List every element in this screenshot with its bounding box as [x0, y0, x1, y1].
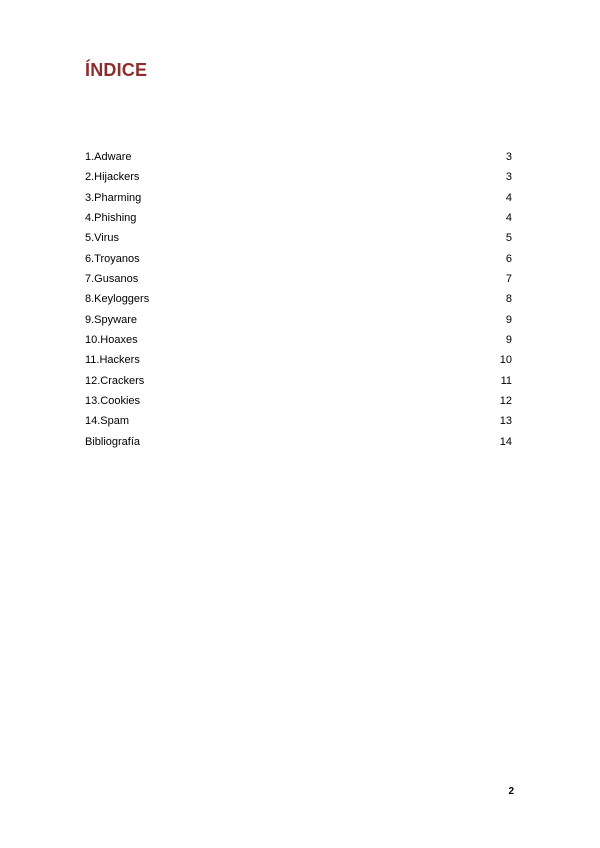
toc-entry-label: 7.Gusanos	[85, 273, 139, 286]
toc-entry	[85, 147, 512, 167]
toc-entry-label: 14.Spam	[85, 415, 130, 428]
toc-entry-label: 5.Virus	[85, 232, 120, 245]
toc-entry-label: 9.Spyware	[85, 313, 137, 326]
page-title: ÍNDICE	[85, 60, 148, 80]
toc-entry-label: 10.Hoaxes	[85, 334, 138, 347]
toc-entry-page: 6	[505, 252, 512, 265]
toc-entry-label: 6.Troyanos	[85, 252, 140, 265]
toc-entry	[85, 310, 512, 330]
toc-entry-page: 11	[500, 374, 512, 387]
toc-entry	[85, 167, 512, 187]
toc-entry	[85, 249, 512, 269]
toc-entry-page: 9	[505, 334, 512, 347]
toc-entry-page: 3	[505, 171, 512, 184]
toc-entry-page: 12	[499, 395, 512, 408]
toc-entry-page: 4	[505, 212, 512, 225]
toc-entry-label: 1.Adware	[85, 151, 132, 163]
toc-entry-page: 5	[505, 232, 512, 245]
toc-entry	[85, 350, 512, 370]
toc-entry-label: 8.Keyloggers	[85, 293, 150, 306]
toc-entry	[85, 228, 512, 248]
toc-entry-label: 3.Pharming	[85, 191, 142, 204]
page-number: 2	[508, 786, 514, 797]
toc-entry-label: Bibliografía	[85, 435, 141, 448]
toc-entry-page: 9	[505, 313, 512, 326]
toc-entry-label: 2.Hijackers	[85, 171, 140, 184]
toc-entry-page: 10	[499, 354, 512, 367]
toc-entry-label: 12.Crackers	[85, 374, 145, 387]
toc-entry	[85, 371, 512, 391]
toc-entry	[85, 330, 512, 350]
table-of-contents	[85, 147, 512, 452]
toc-entry-page: 8	[505, 293, 512, 306]
toc-entry	[85, 208, 512, 228]
toc-entry-page: 7	[505, 273, 512, 286]
toc-entry-page: 3	[505, 151, 512, 163]
toc-entry	[85, 289, 512, 309]
toc-entry	[85, 432, 512, 452]
toc-entry	[85, 391, 512, 411]
toc-entry-label: 11.Hackers	[85, 354, 140, 367]
toc-entry-label: 13.Cookies	[85, 395, 141, 408]
toc-entry	[85, 188, 512, 208]
toc-entry-page: 13	[499, 415, 512, 428]
toc-entry-page: 4	[505, 191, 512, 204]
toc-entry-page: 14	[499, 435, 512, 448]
toc-entry-label: 4.Phishing	[85, 212, 137, 225]
toc-entry	[85, 269, 512, 289]
toc-entry	[85, 411, 512, 431]
